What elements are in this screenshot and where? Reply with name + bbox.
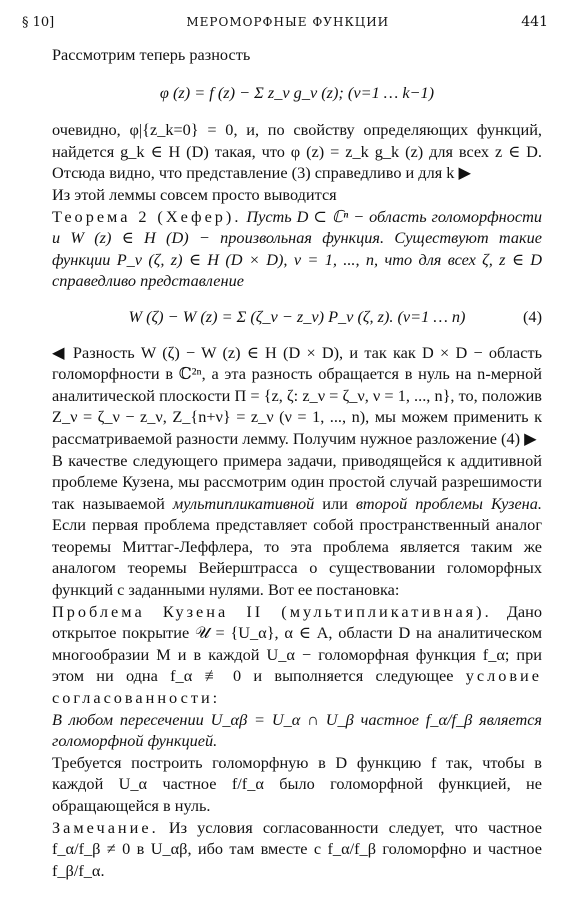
theorem-2	[52, 206, 542, 292]
consistency-condition: В любом пересечении U_αβ = U_α ∩ U_β частное f_α/f_β является голоморфной функцией.	[52, 709, 542, 751]
remark: Замечание. Из условия согласованности следует, что частное f_α/f_β ≠ 0 в U_αβ, ибо там вместе с f_α/f_β голоморфно и частное f_β/f_α.	[52, 817, 542, 880]
text-body	[52, 44, 542, 881]
section-label: § 10]	[22, 15, 55, 30]
equation-number: (4)	[523, 306, 542, 326]
formula-4: W (ζ) − W (z) = Σ (ζ_ν − z_ν) P_ν (ζ, z). (ν=1 … n) (4)	[128, 306, 542, 326]
paragraph-requirement: Требуется построить голоморфную в D функцию f так, чтобы в каждой U_α частное f/f_α было голоморфной функцией, не обращающейся в нуль.	[52, 752, 542, 815]
paragraph-cousin-intro: В качестве следующего примера задачи, приводящейся к аддитивной проблеме Кузена, мы рассмотрим один простой случай разрешимости так называемой мультипликативной или второй проблемы Кузена. Если первая проблема представляет собой пространственный аналог теоремы Миттаг-Леффлера, то эта проблема является таким же аналогом теоремы Вейерштрасса о существовании голоморфных функций с заданными нулями. Вот ее постановка:	[52, 450, 542, 600]
theorem-label: Теорема 2 (Хефер).	[52, 206, 242, 226]
chapter-title: МЕРОМОРФНЫЕ ФУНКЦИИ	[186, 15, 390, 29]
problem-cousin-2: Проблема Кузена II (мультипликативная). Дано открытое покрытие 𝒰 = {U_α}, α ∈ A, области D на аналитическом многообразии M и в каждой U_α − голоморфная функция f_α; при этом ни одна f_α ≢ 0 и выполняется следующее условие согласованности:	[52, 601, 542, 708]
formula-phi: φ (z) = f (z) − Σ z_ν g_ν (z); (ν=1 … k−1)	[159, 82, 435, 102]
remark-label: Замечание.	[52, 817, 159, 837]
paragraph-intro: Рассмотрим теперь разность	[52, 45, 251, 64]
page-number: 441	[521, 14, 548, 30]
problem-label: Проблема Кузена II (мультипликативная).	[52, 601, 492, 621]
paragraph-proof-end: очевидно, φ|{z_k=0} = 0, и, по свойству определяющих функций, найдется g_k ∈ H (D) такая, что φ (z) = z_k g_k (z) для всех z ∈ D. Отсюда видно, что представление (3) справедливо и для k ▶	[52, 120, 542, 183]
paragraph-lemma-follow: Из этой леммы совсем просто выводится	[52, 184, 337, 204]
running-header	[22, 14, 548, 30]
paragraph-proof-theorem: ◀ Разность W (ζ) − W (z) ∈ H (D × D), и так как D × D − область голоморфности в ℂ²ⁿ, а эта разность обращается в нуль на n-мерной аналитической плоскости Π = {z, ζ: z_ν = ζ_ν, ν = 1, ..., n}, то, положив Z_ν = ζ_ν − z_ν, Z_{n+ν} = z_ν (ν = 1, ..., n), мы можем применить к рассматриваемой разности лемму. Получим нужное разложение (4) ▶	[52, 342, 542, 448]
theorem-statement: Пусть D ⊂ ℂⁿ − область голоморфности и W (z) ∈ H (D) − произвольная функция. Существуют такие функции P_ν (ζ, z) ∈ H (D × D), ν = 1, ..., n, что для всех ζ, z ∈ D справедливо представление	[52, 206, 543, 291]
